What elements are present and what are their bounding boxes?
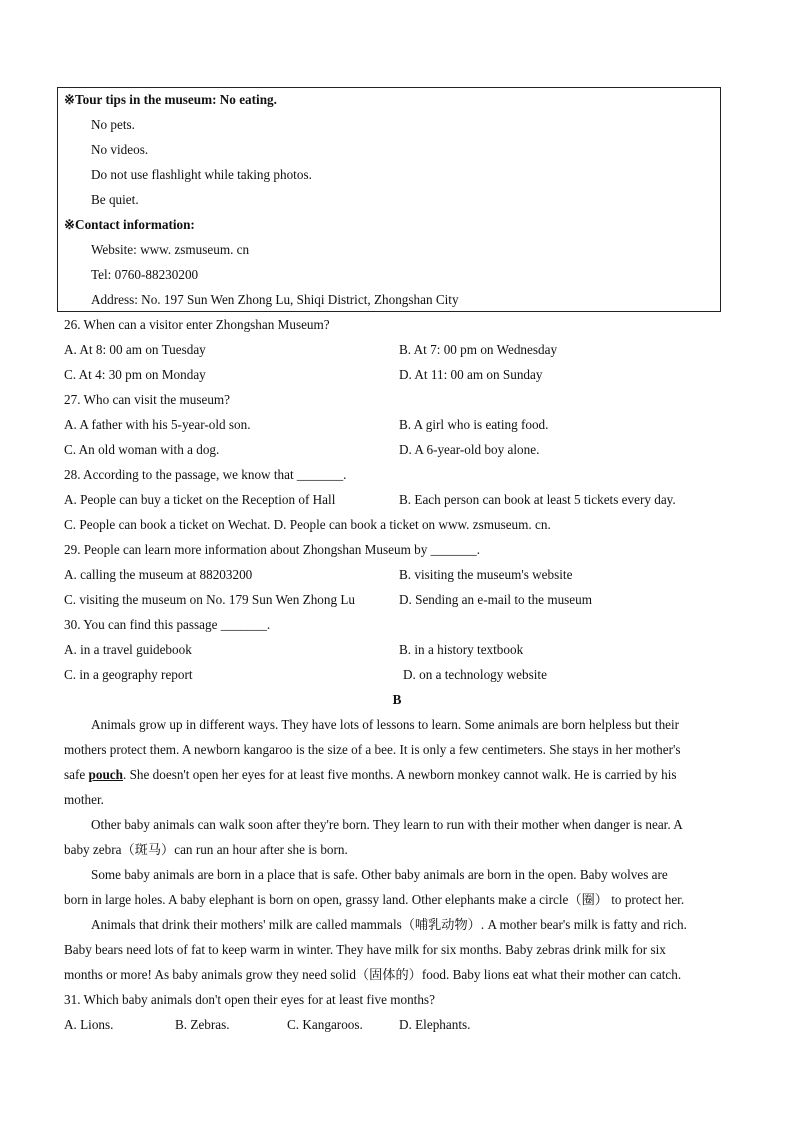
passage-line: safe pouch. She doesn't open her eyes for at least five months. A newborn monkey cannot walk. He is carried by his (64, 767, 677, 782)
passage-line: born in large holes. A baby elephant is born on open, grassy land. Other elephants make a circle（圈） to protect her. (64, 892, 685, 907)
option-a: A. Lions. (64, 1017, 114, 1032)
option-a: A. A father with his 5-year-old son. (64, 417, 251, 432)
option-b: B. At 7: 00 pm on Wednesday (399, 342, 558, 357)
option-d: D. At 11: 00 am on Sunday (399, 367, 543, 382)
section-heading: B (392, 692, 402, 707)
option-d: D. Sending an e-mail to the museum (399, 592, 593, 607)
question-stem: 29. People can learn more information about Zhongshan Museum by _______. (64, 542, 481, 557)
option-a: A. At 8: 00 am on Tuesday (64, 342, 206, 357)
option-b: B. A girl who is eating food. (399, 417, 549, 432)
option-b: B. visiting the museum's website (399, 567, 573, 582)
option-d: D. A 6-year-old boy alone. (399, 442, 540, 457)
question-stem: 30. You can find this passage _______. (64, 617, 271, 632)
tip-item: Do not use flashlight while taking photos. (91, 167, 312, 182)
option-c: C. At 4: 30 pm on Monday (64, 367, 206, 382)
passage-line: mothers protect them. A newborn kangaroo is the size of a bee. It is only a few centimeters. She stays in her mother's (64, 742, 681, 757)
contact-heading: ※Contact information: (64, 217, 195, 232)
option-d: D. Elephants. (399, 1017, 471, 1032)
underlined-word: pouch (88, 767, 123, 782)
passage-line: Animals grow up in different ways. They have lots of lessons to learn. Some animals are born helpless but their (91, 717, 680, 732)
question-stem: 28. According to the passage, we know that _______. (64, 467, 347, 482)
option-c: C. Kangaroos. (287, 1017, 363, 1032)
tip-item: No videos. (91, 142, 149, 157)
passage-line: Some baby animals are born in a place that is safe. Other baby animals are born in the open. Baby wolves are (91, 867, 668, 882)
question-stem: 27. Who can visit the museum? (64, 392, 231, 407)
passage-line: Animals that drink their mothers' milk are called mammals（哺乳动物）. A mother bear's milk is fatty and rich. (91, 917, 687, 932)
option-a: A. calling the museum at 88203200 (64, 567, 253, 582)
passage-line: mother. (64, 792, 104, 807)
option-b: B. in a history textbook (399, 642, 524, 657)
passage-line: Other baby animals can walk soon after they're born. They learn to run with their mother when danger is near. A (91, 817, 683, 832)
option-c: C. in a geography report (64, 667, 193, 682)
tip-item: Be quiet. (91, 192, 139, 207)
passage-line: baby zebra（斑马）can run an hour after she is born. (64, 842, 348, 857)
option-c: C. An old woman with a dog. (64, 442, 220, 457)
option-a: A. People can buy a ticket on the Reception of Hall (64, 492, 336, 507)
option-cd: C. People can book a ticket on Wechat. D. People can book a ticket on www. zsmuseum. cn. (64, 517, 551, 532)
option-b: B. Each person can book at least 5 tickets every day. (399, 492, 676, 507)
option-b: B. Zebras. (175, 1017, 230, 1032)
tour-tips-heading: ※Tour tips in the museum: No eating. (64, 92, 277, 107)
option-c: C. visiting the museum on No. 179 Sun Wen Zhong Lu (64, 592, 356, 607)
question-stem: 26. When can a visitor enter Zhongshan Museum? (64, 317, 330, 332)
contact-address: Address: No. 197 Sun Wen Zhong Lu, Shiqi District, Zhongshan City (91, 292, 459, 307)
passage-line: Baby bears need lots of fat to keep warm in winter. They have milk for six months. Baby zebras drink milk for six (64, 942, 666, 957)
option-a: A. in a travel guidebook (64, 642, 192, 657)
passage-line: months or more! As baby animals grow they need solid（固体的）food. Baby lions eat what their mother can catch. (64, 967, 682, 982)
contact-website: Website: www. zsmuseum. cn (91, 242, 250, 257)
tip-item: No pets. (91, 117, 135, 132)
question-stem: 31. Which baby animals don't open their eyes for at least five months? (64, 992, 435, 1007)
contact-tel: Tel: 0760-88230200 (91, 267, 199, 282)
option-d: D. on a technology website (403, 667, 547, 682)
